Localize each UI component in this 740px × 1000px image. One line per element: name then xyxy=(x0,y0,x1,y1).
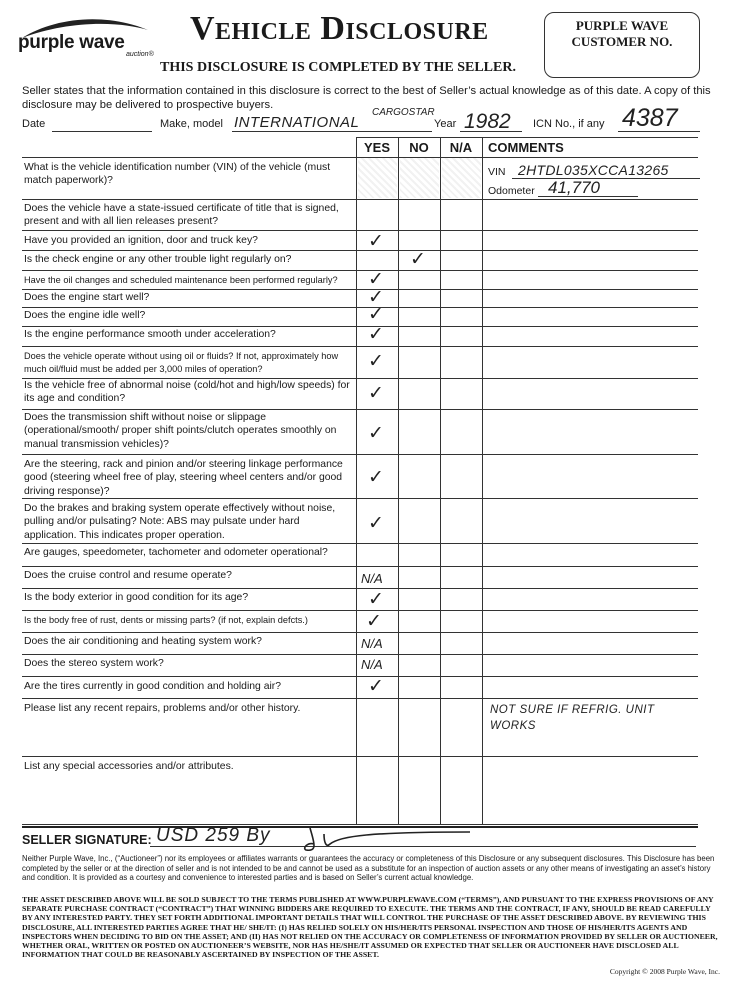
table-row-line xyxy=(22,230,698,231)
odometer-value: 41,770 xyxy=(548,178,600,197)
table-row-line xyxy=(22,454,698,455)
no-column-header: NO xyxy=(409,140,429,155)
table-row-line xyxy=(22,698,698,699)
vin-na-shaded xyxy=(442,158,481,198)
table-column-line xyxy=(356,137,357,824)
air-conditioning-na-mark[interactable]: N/A xyxy=(361,636,383,651)
question-abnormal-noise: Is the vehicle free of abnormal noise (cold/hot and high/low speeds) for its age and condition? xyxy=(24,380,350,405)
purple-wave-logo xyxy=(14,12,154,64)
steering-yes-check[interactable]: ✓ xyxy=(368,466,384,488)
table-row-line xyxy=(22,588,698,589)
question-oil-changes: Have the oil changes and scheduled maintenance been performed regularly? xyxy=(24,275,338,285)
engine-performance-yes-check[interactable]: ✓ xyxy=(368,323,384,345)
table-row-line xyxy=(22,409,698,410)
copyright: Copyright © 2008 Purple Wave, Inc. xyxy=(609,967,720,976)
table-row-line xyxy=(22,250,698,251)
question-oil-fluids: Does the vehicle operate without using oil or fluids? If not, approximately how much oil/fluid must be added per 3,000 miles of operation? xyxy=(24,351,339,374)
legal-terms-text: THE ASSET DESCRIBED ABOVE WILL BE SOLD SUBJECT TO THE TERMS PUBLISHED AT WWW.PURPLEWAVE.COM (“TERMS”), AND PURSUANT TO THE EXPRESS PROVISIONS OF ANY SEPARATE PURCHASE CONTRACT (“CONTRACT”) THAT WINNING BIDDERS ARE REQUIRED TO EXECUTE. THE TERMS AND THE CONTRACT, IF ANY, SHOULD BE READ CAREFULLY BY ANY INTERESTED PARTY. THEY SET FORTH ADDITIONAL IMPORTANT DETAILS THAT WILL CONTROL THE PURCHASE OF THE ASSET DESCRIBED ABOVE. BY REVIEWING THIS DISCLOSURE, ALL INTERESTED PARTIES AGREE THAT HE/ SHE/IT: (I) HAS RELIED SOLELY ON HIS/HER/ITS PERSONAL INSPECTION AND THOSE OF HIS/HER/ITS AGENTS AND INSPECTORS WHEN DECIDING TO BID ON THE ASSET; AND (II) HAS NOT RELIED ON THE ACCURACY OR COMPLETENESS OF INFORMATION PROVIDED BY SELLER OR AUCTIONEER, WHETHER ORAL, WRITTEN OR POSTED ON AUCTIONEER’S WEBSITE, NOR HAS HE/SHE/IT ASSUMED OR EXPECTED THAT SELLER OR AUCTIONEER HAVE DISCLOSED ALL INFORMATION THAT COULD BE REASONABLY ASCERTAINED BY INSPECTION OF THE ASSET. xyxy=(22,895,718,960)
stereo-na-mark[interactable]: N/A xyxy=(361,657,383,672)
question-recent-repairs: Please list any recent repairs, problems and/or other history. xyxy=(24,703,301,714)
disclaimer-text: Neither Purple Wave, Inc., (“Auctioneer”) nor its employees or affiliates warrants or guarantees the accuracy or completeness of this Disclosure or any subsequent disclosures. This Disclosure has been completed by the seller or at the direction of seller and is not intended to be and cannot be used as a substitute for an inspection of auction assets or any other means of investigating an asset’s history and condition. It is provided as a courtesy and convenience to interested parties and is based on Seller’s current actual knowledge. xyxy=(22,854,715,882)
table-row-line xyxy=(22,676,698,677)
question-body-rust: Is the body free of rust, dents or missing parts? (if not, explain defcts.) xyxy=(24,615,308,625)
icn-label: ICN No., if any xyxy=(533,118,605,130)
question-accessories: List any special accessories and/or attributes. xyxy=(24,761,234,772)
question-steering: Are the steering, rack and pinion and/or steering linkage performance good (steering wheel free of play, steering wheel centers and/or good driving response)? xyxy=(24,459,343,497)
seller-signature-value: USD 259 By xyxy=(156,825,271,846)
vin-field[interactable] xyxy=(512,178,700,179)
question-engine-start: Does the engine start well? xyxy=(24,292,150,303)
year-label: Year xyxy=(434,118,457,130)
page-title: Vehicle Disclosure xyxy=(190,10,489,47)
tires-yes-check[interactable]: ✓ xyxy=(368,675,384,697)
question-cruise-control: Does the cruise control and resume operate? xyxy=(24,570,232,581)
body-exterior-yes-check[interactable]: ✓ xyxy=(368,588,384,610)
question-air-conditioning: Does the air conditioning and heating system work? xyxy=(24,636,262,647)
date-field[interactable] xyxy=(52,131,152,132)
question-stereo: Does the stereo system work? xyxy=(24,658,164,669)
make-model-field[interactable] xyxy=(232,131,432,132)
question-engine-idle: Does the engine idle well? xyxy=(24,310,146,321)
vin-label: VIN xyxy=(488,166,506,178)
check-engine-no-check[interactable]: ✓ xyxy=(410,248,426,270)
table-row-line xyxy=(22,610,698,611)
question-vin: What is the vehicle identification number (VIN) of the vehicle (must match paperwork)? xyxy=(24,162,331,187)
table-row-line xyxy=(356,137,698,138)
table-row-line xyxy=(22,199,698,200)
make-model-label: Make, model xyxy=(160,118,223,130)
table-row-line xyxy=(22,346,698,347)
year-value: 1982 xyxy=(464,110,511,133)
customer-number-label: PURPLE WAVE CUSTOMER NO. xyxy=(571,18,673,49)
abnormal-noise-yes-check[interactable]: ✓ xyxy=(368,382,384,404)
signature-scribble xyxy=(300,822,480,856)
keys-yes-check[interactable]: ✓ xyxy=(368,230,384,252)
model-value: CARGOSTAR xyxy=(372,107,435,118)
page-subtitle: THIS DISCLOSURE IS COMPLETED BY THE SELLER. xyxy=(160,60,516,75)
customer-number-box[interactable] xyxy=(544,12,700,78)
table-column-line xyxy=(398,137,399,824)
question-transmission: Does the transmission shift without noise or slippage (operational/smooth/ proper shift points/clutch operates smoothly on manual transmission vehicles)? xyxy=(24,412,337,450)
seller-signature-label: SELLER SIGNATURE: xyxy=(22,833,152,847)
table-row-line xyxy=(22,543,698,544)
na-column-header: N/A xyxy=(449,140,473,155)
question-engine-performance: Is the engine performance smooth under acceleration? xyxy=(24,329,276,340)
question-check-engine: Is the check engine or any other trouble light regularly on? xyxy=(24,254,292,265)
table-column-line xyxy=(440,137,441,824)
odometer-label: Odometer xyxy=(488,185,535,197)
cruise-control-na-mark[interactable]: N/A xyxy=(361,571,383,586)
yes-column-header: YES xyxy=(363,140,390,155)
comments-column-header: COMMENTS xyxy=(488,140,564,155)
vin-yes-shaded xyxy=(358,158,397,198)
table-row-line xyxy=(22,756,698,757)
brakes-yes-check[interactable]: ✓ xyxy=(368,512,384,534)
body-rust-yes-check[interactable]: ✓ xyxy=(366,610,382,632)
logo-sub: auction® xyxy=(126,51,154,58)
vin-no-shaded xyxy=(400,158,439,198)
transmission-yes-check[interactable]: ✓ xyxy=(368,422,384,444)
question-gauges: Are gauges, speedometer, tachometer and odometer operational? xyxy=(24,547,328,558)
table-row-line xyxy=(22,270,698,271)
question-keys: Have you provided an ignition, door and truck key? xyxy=(24,235,258,246)
table-row-line xyxy=(22,566,698,567)
icn-value: 4387 xyxy=(622,104,678,132)
table-row-line xyxy=(22,289,698,290)
logo-text: purple wave xyxy=(18,32,125,53)
question-title: Does the vehicle have a state-issued certificate of title that is signed, present and with all lien releases present? xyxy=(24,203,339,228)
intro-text: Seller states that the information contained in this disclosure is correct to the best of Seller’s actual knowledge as of this date. A copy of this disclosure may be delivered to prospective buyers. xyxy=(22,85,711,111)
make-value: INTERNATIONAL xyxy=(234,114,360,131)
question-brakes: Do the brakes and braking system operate effectively without noise, pulling and/or pulsating? Note: ABS may pulsate under hard application. This indicates proper operation. xyxy=(24,503,336,541)
date-label: Date xyxy=(22,118,46,130)
table-column-line xyxy=(482,137,483,824)
oil-fluids-yes-check[interactable]: ✓ xyxy=(368,350,384,372)
question-tires: Are the tires currently in good condition and holding air? xyxy=(24,681,282,692)
table-row-line xyxy=(22,654,698,655)
table-row-line xyxy=(22,307,698,308)
engine-start-yes-check[interactable]: ✓ xyxy=(368,286,384,308)
oil-changes-yes-check[interactable]: ✓ xyxy=(368,268,384,290)
question-body-exterior: Is the body exterior in good condition for its age? xyxy=(24,592,249,603)
table-row-line xyxy=(22,632,698,633)
repairs-comment: NOT SURE IF REFRIG. UNIT WORKS xyxy=(490,704,655,732)
table-row-line xyxy=(22,326,698,327)
vin-value: 2HTDL035XCCA13265 xyxy=(518,162,669,178)
engine-idle-yes-check[interactable]: ✓ xyxy=(368,303,384,325)
